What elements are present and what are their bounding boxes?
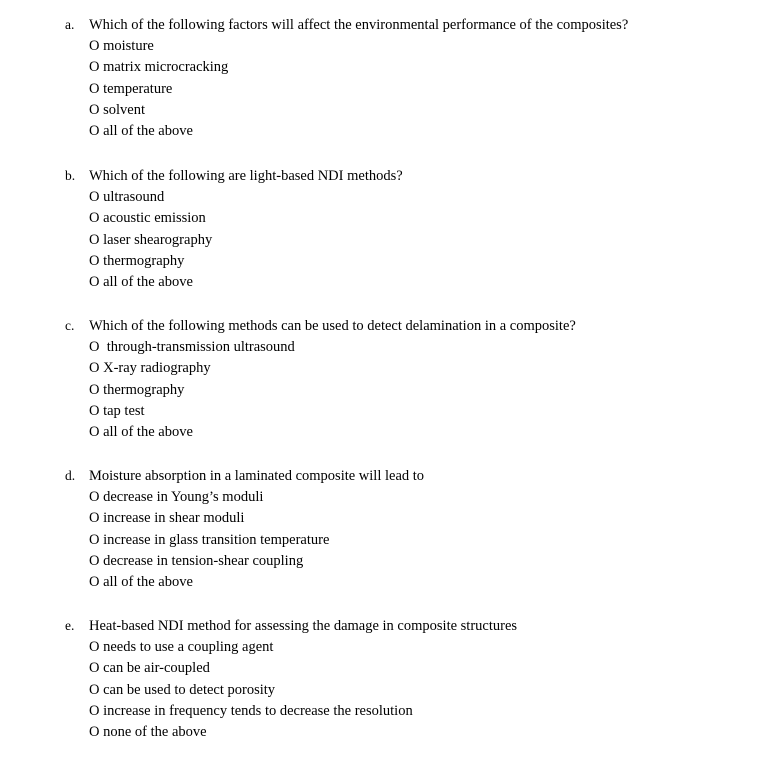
answer-option-label: O can be air-coupled xyxy=(89,660,210,677)
answer-option[interactable] xyxy=(0,508,778,529)
answer-option-label: O decrease in Young’s moduli xyxy=(89,489,264,505)
answer-option-label: O ultrasound xyxy=(89,189,165,205)
question-c xyxy=(0,315,778,443)
question-letter: d. xyxy=(65,468,76,483)
answer-option[interactable] xyxy=(0,572,778,593)
answer-option-label: O thermography xyxy=(89,381,185,398)
answer-option[interactable] xyxy=(0,530,778,551)
answer-option[interactable] xyxy=(0,121,778,142)
answer-option[interactable] xyxy=(0,358,778,379)
answer-option-label: O increase in frequency tends to decrease the resolution xyxy=(89,702,413,719)
question-text: Heat-based NDI method for assessing the damage in composite structures xyxy=(89,618,518,634)
answer-option[interactable] xyxy=(0,722,778,743)
answer-option-label: O increase in shear moduli xyxy=(89,510,245,527)
answer-option-label: O decrease in tension-shear coupling xyxy=(89,552,304,569)
question-letter: c. xyxy=(65,318,75,333)
question-letter: a. xyxy=(65,17,75,32)
answer-option[interactable] xyxy=(0,401,778,422)
answer-option[interactable] xyxy=(0,337,778,358)
answer-option-label: O X-ray radiography xyxy=(89,360,211,377)
answer-option-label: O tap test xyxy=(89,402,145,419)
answer-option[interactable] xyxy=(0,551,778,572)
question-text: Moisture absorption in a laminated composite will lead to xyxy=(89,468,425,484)
question-header xyxy=(0,465,778,487)
question-a xyxy=(0,14,778,142)
answer-option-label: O all of the above xyxy=(89,574,193,591)
answer-option-label: O none of the above xyxy=(89,724,207,741)
answer-option-label: O can be used to detect porosity xyxy=(89,681,276,698)
answer-option[interactable] xyxy=(0,187,778,208)
answer-option-label: O thermography xyxy=(89,252,185,269)
question-letter: b. xyxy=(65,168,76,183)
answer-option-label: O all of the above xyxy=(89,424,193,441)
answer-option-label: O all of the above xyxy=(89,123,193,140)
question-header xyxy=(0,315,778,337)
answer-option[interactable] xyxy=(0,637,778,658)
answer-option[interactable] xyxy=(0,487,778,508)
answer-option[interactable] xyxy=(0,79,778,100)
answer-option-label: O needs to use a coupling agent xyxy=(89,639,274,655)
question-text: Which of the following methods can be used to detect delamination in a composite? xyxy=(89,318,576,334)
answer-option[interactable] xyxy=(0,36,778,57)
answer-option-label: O acoustic emission xyxy=(89,210,206,227)
answer-option[interactable] xyxy=(0,422,778,443)
question-e xyxy=(0,615,778,743)
question-b xyxy=(0,165,778,293)
question-header xyxy=(0,165,778,187)
question-header xyxy=(0,615,778,637)
answer-option-label: O moisture xyxy=(89,38,154,54)
answer-option[interactable] xyxy=(0,701,778,722)
answer-option[interactable] xyxy=(0,658,778,679)
answer-option-label: O matrix microcracking xyxy=(89,59,229,76)
answer-option[interactable] xyxy=(0,230,778,251)
answer-option-label: O all of the above xyxy=(89,274,193,291)
question-d xyxy=(0,465,778,593)
answer-option[interactable] xyxy=(0,57,778,78)
answer-option[interactable] xyxy=(0,680,778,701)
answer-option[interactable] xyxy=(0,380,778,401)
question-header xyxy=(0,14,778,36)
answer-option-label: O laser shearography xyxy=(89,231,213,248)
answer-option[interactable] xyxy=(0,100,778,121)
answer-option[interactable] xyxy=(0,208,778,229)
answer-option-label: O through-transmission ultrasound xyxy=(89,339,295,355)
answer-option[interactable] xyxy=(0,251,778,272)
answer-option[interactable] xyxy=(0,272,778,293)
question-text: Which of the following factors will affect the environmental performance of the composites? xyxy=(89,17,629,33)
question-letter: e. xyxy=(65,618,75,633)
answer-option-label: O temperature xyxy=(89,80,173,97)
answer-option-label: O increase in glass transition temperature xyxy=(89,531,330,548)
question-text: Which of the following are light-based NDI methods? xyxy=(89,168,403,184)
answer-option-label: O solvent xyxy=(89,101,145,118)
